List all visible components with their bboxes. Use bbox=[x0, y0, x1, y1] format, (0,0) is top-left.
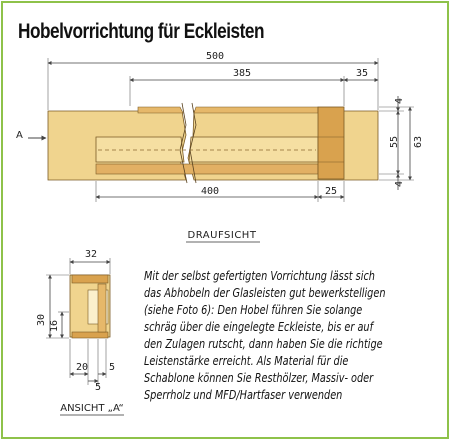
top-view-caption: DRAUFSICHT bbox=[187, 230, 257, 241]
view-arrow-label: A bbox=[16, 130, 23, 141]
side-bottom-plate bbox=[72, 332, 108, 338]
dim-30: 30 bbox=[36, 313, 47, 327]
description-line: das Abhobeln der Glasleisten gut bewerkstelligen bbox=[144, 286, 386, 300]
description-line: den Zulagen rutscht, dann haben Sie die richtige bbox=[144, 337, 383, 351]
inner-strip-right bbox=[189, 137, 318, 162]
dim-400: 400 bbox=[200, 186, 220, 197]
dim-35: 35 bbox=[355, 68, 369, 79]
description-line: schräg über die eingelegte Eckleiste, bis er auf bbox=[144, 320, 374, 334]
top-strip bbox=[138, 107, 183, 113]
side-rail bbox=[98, 284, 106, 332]
bottom-strip bbox=[96, 164, 318, 174]
dim-25: 25 bbox=[324, 186, 338, 197]
description-text bbox=[144, 268, 387, 404]
side-top-plate bbox=[72, 275, 108, 283]
end-block bbox=[318, 107, 344, 179]
side-view bbox=[36, 249, 124, 415]
figure-title: Hobelvorrichtung für Eckleisten bbox=[18, 20, 264, 43]
top-strip-right bbox=[194, 107, 318, 113]
dim-20: 20 bbox=[75, 362, 89, 373]
dim-32: 32 bbox=[84, 249, 98, 260]
description-line: Sperrholz und MFD/Hartfaser verwenden bbox=[144, 388, 343, 402]
description-line: Leistenstärke erreicht. Als Material für die bbox=[144, 354, 349, 368]
top-view bbox=[16, 51, 424, 242]
dim-5-right: 5 bbox=[108, 362, 116, 373]
dim-385: 385 bbox=[232, 68, 252, 79]
dim-5-mid: 5 bbox=[94, 382, 102, 393]
dim-500: 500 bbox=[205, 51, 225, 62]
inner-strip-left bbox=[96, 137, 184, 162]
dim-55: 55 bbox=[389, 135, 400, 149]
dim-16: 16 bbox=[49, 319, 60, 333]
side-view-caption: ANSICHT „A“ bbox=[60, 403, 124, 414]
description-line: Mit der selbst gefertigten Vorrichtung lässt sich bbox=[144, 269, 375, 283]
dim-4-top: 4 bbox=[394, 97, 405, 105]
dim-63: 63 bbox=[413, 135, 424, 149]
description-line: Schablone können Sie Resthölzer, Massiv- oder bbox=[144, 371, 374, 385]
dim-4-bottom: 4 bbox=[394, 180, 405, 188]
description-line: (siehe Foto 6): Den Hobel führen Sie solange bbox=[144, 303, 363, 317]
